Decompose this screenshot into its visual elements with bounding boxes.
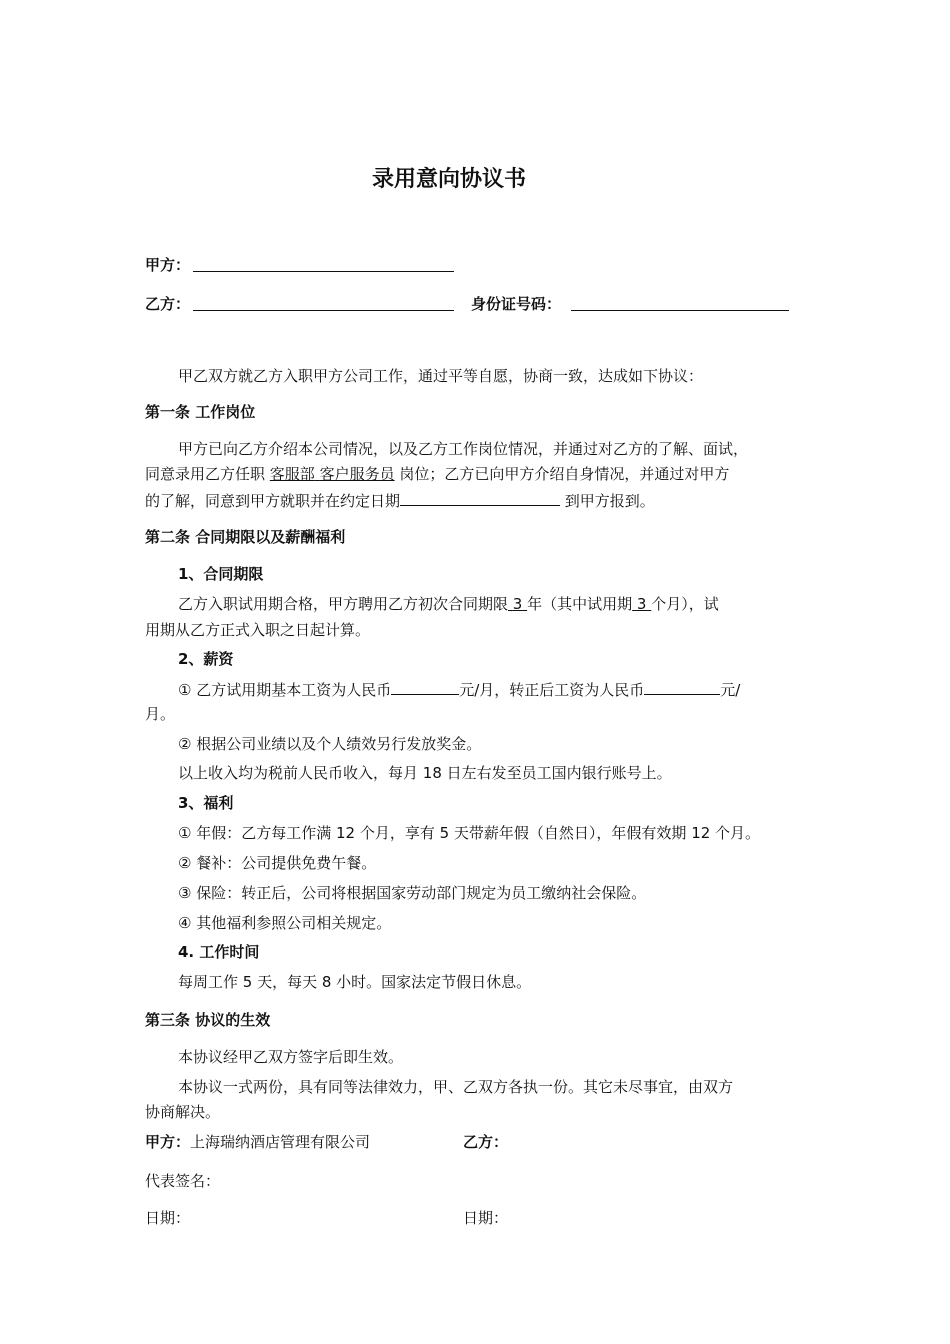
- id-number-label: 身份证号码：: [471, 295, 562, 313]
- party-a-field[interactable]: [193, 271, 454, 272]
- benefit-insurance: ③ 保险：转正后，公司将根据国家劳动部门规定为员工缴纳社会保险。: [178, 884, 647, 902]
- probation-months: [632, 595, 651, 613]
- article-1-line-3-start: 的了解，同意到甲方就职并在约定日期: [145, 492, 401, 510]
- document-title: 录用意向协议书: [372, 167, 527, 192]
- contract-years-value: 3: [512, 595, 523, 613]
- article-1-line-2: [145, 464, 729, 484]
- section-benefits-title: 3、福利: [178, 794, 234, 812]
- position-value: 客户服务员: [319, 465, 395, 483]
- salary-bonus-line: ② 根据公司业绩以及个人绩效另行发放奖金。: [178, 735, 482, 753]
- salary-text-a: ① 乙方试用期基本工资为人民币: [178, 681, 392, 699]
- article-3-line-3: 协商解决。: [145, 1103, 221, 1121]
- regular-salary-field[interactable]: [644, 679, 720, 695]
- contract-term-text-a: 乙方入职试用期合格，甲方聘用乙方初次合同期限: [178, 595, 509, 613]
- party-b-label: 乙方：: [145, 295, 191, 313]
- contract-term-text-b: 年（其中试用期: [527, 595, 633, 613]
- salary-line-2: 月。: [145, 705, 176, 723]
- intro-text: 甲乙双方就乙方入职甲方公司工作，通过平等自愿，协商一致，达成如下协议：: [178, 367, 704, 385]
- department-text: 客服部: [269, 465, 315, 483]
- salary-text-c: 元/: [720, 681, 741, 699]
- id-number-field[interactable]: [571, 310, 789, 311]
- salary-line-1: [178, 679, 740, 700]
- section-work-hours-title: 4. 工作时间: [178, 943, 260, 961]
- salary-text-b: 元/月，转正后工资为人民币: [459, 681, 645, 699]
- article-1-line-3-end: 到甲方报到。: [564, 492, 655, 510]
- sign-date-b-label: 日期：: [463, 1209, 509, 1227]
- benefit-annual-leave: ① 年假：乙方每工作满 12 个月，享有 5 天带薪年假（自然日），年假有效期 12 个月。: [178, 824, 761, 842]
- article-3-heading: 第三条 协议的生效: [145, 1011, 271, 1029]
- article-3-line-2: 本协议一式两份，具有同等法律效力，甲、乙双方各执一份。其它未尽事宜，由双方: [178, 1078, 734, 1096]
- sign-date-a-label: 日期：: [145, 1209, 191, 1227]
- article-1-line-1: 甲方已向乙方介绍本公司情况，以及乙方工作岗位情况，并通过对乙方的了解、面试，: [178, 440, 749, 458]
- party-b-field[interactable]: [193, 310, 454, 311]
- contract-years: [508, 595, 527, 613]
- probation-salary-field[interactable]: [391, 679, 459, 695]
- sign-party-a: [145, 1132, 370, 1152]
- contract-term-line-1: [178, 594, 719, 614]
- contract-term-line-2: 用期从乙方正式入职之日起计算。: [145, 621, 371, 639]
- sign-party-b-label: 乙方：: [463, 1133, 509, 1151]
- probation-months-value: 3: [636, 595, 647, 613]
- salary-payment-line: 以上收入均为税前人民币收入，每月 18 日左右发至员工国内银行账号上。: [178, 764, 672, 782]
- article-1-line-2-start: 同意录用乙方任职: [145, 465, 266, 483]
- article-3-line-1: 本协议经甲乙双方签字后即生效。: [178, 1048, 404, 1066]
- sign-party-a-label: 甲方：: [145, 1133, 191, 1151]
- benefit-meal: ② 餐补：公司提供免费午餐。: [178, 854, 377, 872]
- article-1-heading: 第一条 工作岗位: [145, 403, 256, 421]
- report-date-field[interactable]: [400, 490, 560, 506]
- article-1-line-2-end: 岗位；乙方已向甲方介绍自身情况，并通过对甲方: [399, 465, 730, 483]
- article-1-line-3: [145, 490, 655, 511]
- department-value: [270, 465, 395, 483]
- party-a-label: 甲方：: [145, 256, 191, 274]
- section-salary-title: 2、薪资: [178, 650, 234, 668]
- section-contract-term-title: 1、合同期限: [178, 565, 264, 583]
- benefit-other: ④ 其他福利参照公司相关规定。: [178, 914, 392, 932]
- article-2-heading: 第二条 合同期限以及薪酬福利: [145, 528, 346, 546]
- work-hours-line: 每周工作 5 天，每天 8 小时。国家法定节假日休息。: [178, 973, 532, 991]
- sign-party-a-name: 上海瑞纳酒店管理有限公司: [190, 1133, 371, 1151]
- representative-signature-label: 代表签名：: [145, 1172, 221, 1190]
- contract-term-text-c: 个月），试: [651, 595, 719, 613]
